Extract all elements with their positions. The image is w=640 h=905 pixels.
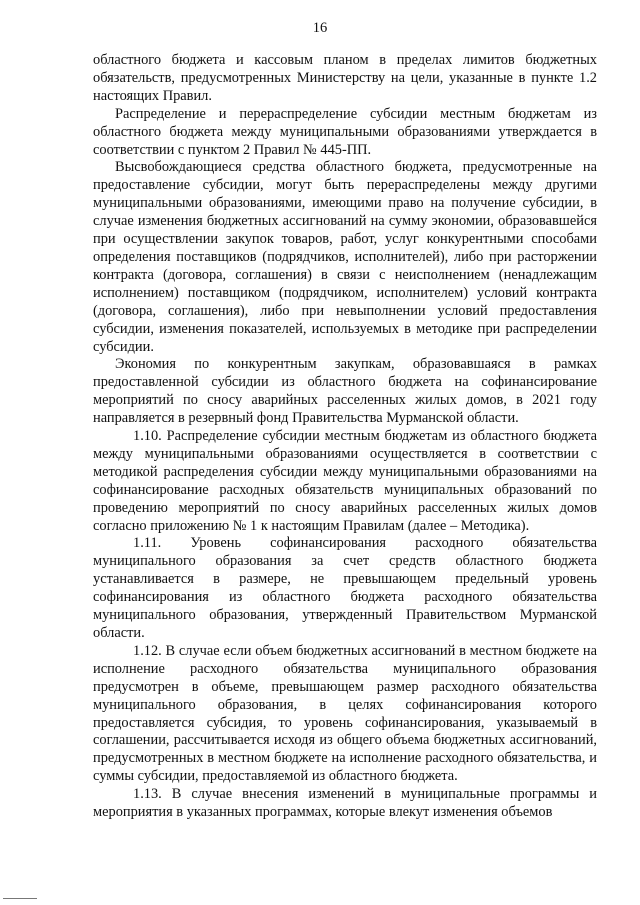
paragraph-1-12: 1.12. В случае если объем бюджетных ассигнований в местном бюджете на исполнение расходного обязательства муниципального образования предусмотрен в объеме, превышающем размер расходного обязательства муниципального образования, в целях софинансирования которого предоставляется субсидия, то уровень софинансирования, указываемый в соглашении, рассчитывается исходя из общего объема бюджетных ассигнований, предусмотренных в местном бюджете на исполнение расходного обязательства, и суммы субсидии, предоставляемой из областного бюджета. [93,642,597,785]
paragraph-savings: Экономия по конкурентным закупкам, образовавшаяся в рамках предоставленной субсидии из областного бюджета на софинансирование мероприятий по сносу аварийных расселенных жилых домов, в 2021 году направляется в резервный фонд Правительства Мурманской области. [93,356,597,427]
paragraph-continuation: областного бюджета и кассовым планом в пределах лимитов бюджетных обязательств, предусмотренных Министерству на цели, указанные в пункте 1.2 настоящих Правил. [93,52,597,104]
paragraph-1-11: 1.11. Уровень софинансирования расходного обязательства муниципального образования за счет средств областного бюджета устанавливается в размере, не превышающем предельный уровень софинансирования из областного бюджета расходного обязательства муниципального образования, утвержденный Правительством Мурманской области. [93,535,597,641]
paragraph-released-funds: Высвобождающиеся средства областного бюджета, предусмотренные на предоставление субсидии, могут быть перераспределены между другими муниципальными образованиями, имеющими право на получение субсидии, в случае изменения бюджетных ассигнований на сумму экономии, образовавшейся при осуществлении закупок товаров, работ, услуг конкурентными способами определения поставщиков (подрядчиков, исполнителей), либо при расторжении контракта (договора, соглашения) в связи с неисполнением (ненадлежащим исполнением) поставщиком (подрядчиком, исполнителем) условий контракта (договора, соглашения), либо при невыполнении условий предоставления субсидии, изменения показателей, используемых в методике при распределении субсидии. [93,159,597,355]
footer-divider [3,898,37,899]
paragraph-1-10: 1.10. Распределение субсидии местным бюджетам из областного бюджета между муниципальными образованиями осуществляется в соответствии с методикой распределения субсидии между муниципальными образованиями на софинансирование расходных обязательств муниципальных образований по проведению мероприятий по сносу аварийных расселенных жилых домов согласно приложению № 1 к настоящим Правилам (далее – Методика). [93,428,597,534]
paragraph-redistribution: Распределение и перераспределение субсидии местным бюджетам из областного бюджета между муниципальными образованиями утверждается в соответствии с пунктом 2 Правил № 445-ПП. [93,105,597,158]
page-number: 16 [312,20,328,36]
paragraph-1-13: 1.13. В случае внесения изменений в муниципальные программы и мероприятия в указанных программах, которые влекут изменения объемов [93,786,597,821]
document-body [93,52,597,822]
